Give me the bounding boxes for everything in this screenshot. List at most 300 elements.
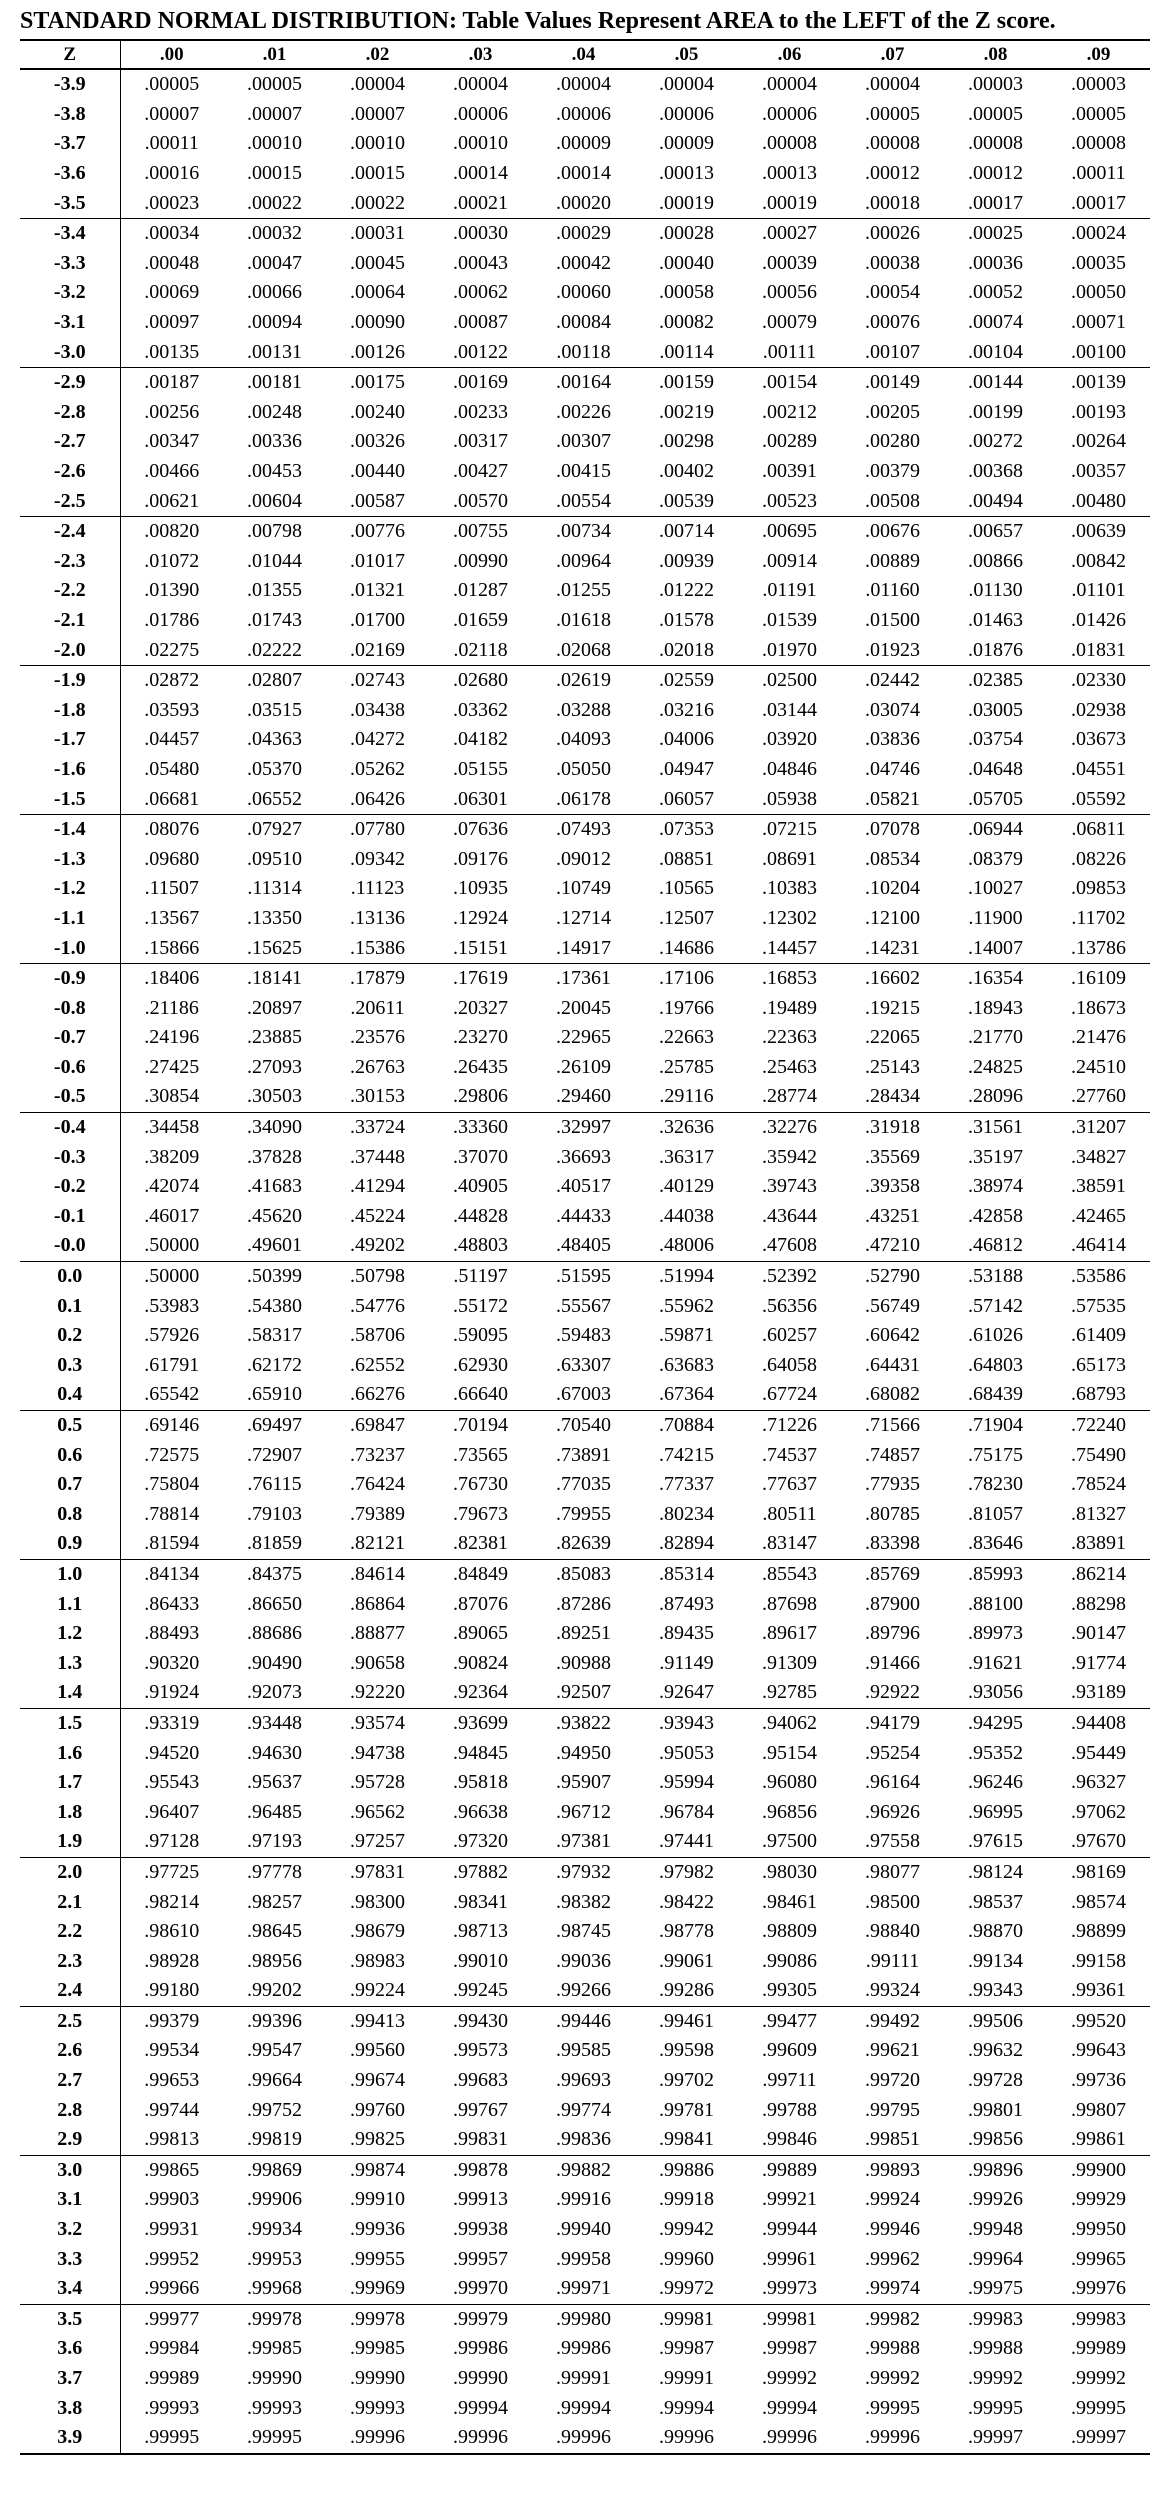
area-value-cell: .19766 <box>659 996 714 1019</box>
z-score-cell: 0.8 <box>20 1500 120 1530</box>
area-value-cell: .01876 <box>968 638 1023 661</box>
area-value-cell: .97128 <box>144 1830 200 1853</box>
area-value-cell: .06057 <box>659 787 714 810</box>
area-value-cell: .08076 <box>120 814 223 844</box>
area-value-cell: .72575 <box>144 1443 200 1466</box>
area-value-cell: .23270 <box>453 1026 508 1049</box>
area-value-cell: .52392 <box>738 1261 841 1291</box>
area-value-cell: .99878 <box>429 2155 532 2185</box>
area-value-cell: .96246 <box>968 1771 1023 1794</box>
area-value-cell: .99975 <box>968 2277 1023 2300</box>
table-row <box>20 874 1150 904</box>
area-value-cell: .78524 <box>1071 1473 1126 1496</box>
area-value-cell: .01700 <box>350 608 405 631</box>
table-row <box>20 1351 1150 1381</box>
area-value-cell: .97441 <box>659 1830 714 1853</box>
area-value-cell: .00248 <box>247 400 302 423</box>
area-value-cell: .94950 <box>556 1741 611 1764</box>
area-value-cell: .18943 <box>968 996 1023 1019</box>
area-value-cell: .99158 <box>1071 1949 1126 1972</box>
area-value-cell: .03144 <box>762 698 817 721</box>
area-value-cell: .07780 <box>326 814 429 844</box>
table-row <box>20 100 1150 130</box>
area-value-cell: .09680 <box>144 847 200 870</box>
area-value-cell: .98030 <box>738 1857 841 1887</box>
area-value-cell: .00029 <box>532 218 635 248</box>
area-value-cell: .55567 <box>556 1294 611 1317</box>
area-value-cell: .00212 <box>762 400 817 423</box>
area-value-cell: .99767 <box>453 2098 508 2121</box>
area-value-cell: .25463 <box>762 1055 817 1078</box>
area-value-cell: .02743 <box>326 665 429 695</box>
column-header: .00 <box>120 40 223 69</box>
z-score-cell: -1.6 <box>20 755 120 785</box>
area-value-cell: .99643 <box>1071 2039 1126 2062</box>
area-value-cell: .02807 <box>223 665 326 695</box>
z-score-cell: -1.8 <box>20 695 120 725</box>
area-value-cell: .92507 <box>556 1681 611 1704</box>
area-value-cell: .13136 <box>350 906 405 929</box>
area-value-cell: .96164 <box>865 1771 920 1794</box>
table-row <box>20 1529 1150 1559</box>
area-value-cell: .94845 <box>453 1741 508 1764</box>
area-value-cell: .99598 <box>659 2039 714 2062</box>
area-value-cell: .05592 <box>1071 787 1126 810</box>
area-value-cell: .25785 <box>659 1055 714 1078</box>
area-value-cell: .00031 <box>326 218 429 248</box>
area-value-cell: .98983 <box>350 1949 405 1972</box>
area-value-cell: .93943 <box>635 1708 738 1738</box>
area-value-cell: .99869 <box>223 2155 326 2185</box>
area-value-cell: .99534 <box>144 2039 200 2062</box>
area-value-cell: .21770 <box>968 1026 1023 1049</box>
area-value-cell: .65173 <box>1071 1353 1126 1376</box>
area-value-cell: .54776 <box>350 1294 405 1317</box>
z-score-cell: 3.8 <box>20 2393 120 2423</box>
area-value-cell: .99962 <box>865 2247 920 2270</box>
area-value-cell: .59483 <box>556 1324 611 1347</box>
area-value-cell: .06552 <box>247 787 302 810</box>
area-value-cell: .72240 <box>1047 1410 1150 1440</box>
area-value-cell: .94408 <box>1047 1708 1150 1738</box>
area-value-cell: .13786 <box>1071 936 1126 959</box>
area-value-cell: .29806 <box>453 1085 508 1108</box>
area-value-cell: .99993 <box>350 2396 405 2419</box>
area-value-cell: .00013 <box>659 162 714 185</box>
area-value-cell: .22663 <box>659 1026 714 1049</box>
area-value-cell: .86214 <box>1047 1559 1150 1589</box>
z-score-cell: 1.8 <box>20 1797 120 1827</box>
z-score-cell: 0.1 <box>20 1291 120 1321</box>
z-score-cell: -0.7 <box>20 1023 120 1053</box>
area-value-cell: .78814 <box>144 1502 200 1525</box>
area-value-cell: .03754 <box>968 728 1023 751</box>
area-value-cell: .95449 <box>1071 1741 1126 1764</box>
area-value-cell: .06301 <box>453 787 508 810</box>
area-value-cell: .04182 <box>453 728 508 751</box>
z-score-cell: 3.0 <box>20 2155 120 2185</box>
area-value-cell: .81327 <box>1071 1502 1126 1525</box>
area-value-cell: .05705 <box>968 787 1023 810</box>
area-value-cell: .84134 <box>120 1559 223 1589</box>
area-value-cell: .99396 <box>223 2006 326 2036</box>
z-score-cell: -0.0 <box>20 1231 120 1261</box>
area-value-cell: .77035 <box>556 1473 611 1496</box>
area-value-cell: .99940 <box>556 2218 611 2241</box>
area-value-cell: .94062 <box>738 1708 841 1738</box>
area-value-cell: .99547 <box>247 2039 302 2062</box>
area-value-cell: .92922 <box>865 1681 920 1704</box>
area-value-cell: .00007 <box>144 102 200 125</box>
table-row <box>20 755 1150 785</box>
table-row <box>20 486 1150 516</box>
area-value-cell: .91924 <box>144 1681 200 1704</box>
area-value-cell: .79103 <box>247 1502 302 1525</box>
z-score-cell: -1.4 <box>20 814 120 844</box>
z-score-cell: 0.2 <box>20 1321 120 1351</box>
area-value-cell: .00193 <box>1071 400 1126 423</box>
area-value-cell: .00047 <box>247 251 302 274</box>
area-value-cell: .10027 <box>968 877 1023 900</box>
z-score-cell: 1.7 <box>20 1768 120 1798</box>
area-value-cell: .99971 <box>556 2277 611 2300</box>
area-value-cell: .01831 <box>1071 638 1126 661</box>
z-score-cell: -2.5 <box>20 486 120 516</box>
area-value-cell: .00280 <box>865 430 920 453</box>
area-value-cell: .00169 <box>429 367 532 397</box>
area-value-cell: .99795 <box>865 2098 920 2121</box>
area-value-cell: .95053 <box>659 1741 714 1764</box>
area-value-cell: .00008 <box>968 132 1023 155</box>
area-value-cell: .99674 <box>350 2069 405 2092</box>
area-value-cell: .82381 <box>453 1532 508 1555</box>
area-value-cell: .88100 <box>968 1592 1023 1615</box>
area-value-cell: .97381 <box>556 1830 611 1853</box>
area-value-cell: .99036 <box>556 1949 611 1972</box>
area-value-cell: .99938 <box>453 2218 508 2241</box>
area-value-cell: .00298 <box>659 430 714 453</box>
area-value-cell: .53188 <box>944 1261 1047 1291</box>
area-value-cell: .89796 <box>865 1622 920 1645</box>
area-value-cell: .00003 <box>1071 73 1126 96</box>
area-value-cell: .99653 <box>144 2069 200 2092</box>
area-value-cell: .27093 <box>247 1055 302 1078</box>
area-value-cell: .99774 <box>556 2098 611 2121</box>
area-value-cell: .67003 <box>556 1383 611 1406</box>
area-value-cell: .00022 <box>247 191 302 214</box>
area-value-cell: .00040 <box>659 251 714 274</box>
area-value-cell: .00008 <box>762 132 817 155</box>
area-value-cell: .59871 <box>659 1324 714 1347</box>
area-value-cell: .60257 <box>762 1324 817 1347</box>
area-value-cell: .99980 <box>532 2304 635 2334</box>
area-value-cell: .00164 <box>532 367 635 397</box>
area-value-cell: .05262 <box>350 757 405 780</box>
z-score-cell: -3.8 <box>20 100 120 130</box>
area-value-cell: .99983 <box>1047 2304 1150 2334</box>
area-value-cell: .00058 <box>659 281 714 304</box>
area-value-cell: .99957 <box>453 2247 508 2270</box>
area-value-cell: .43644 <box>762 1204 817 1227</box>
area-value-cell: .11314 <box>247 877 302 900</box>
area-value-cell: .00012 <box>865 162 920 185</box>
area-value-cell: .07078 <box>841 814 944 844</box>
table-row <box>20 2036 1150 2066</box>
table-row <box>20 1380 1150 1410</box>
area-value-cell: .55172 <box>453 1294 508 1317</box>
area-value-cell: .00004 <box>556 73 611 96</box>
area-value-cell: .05370 <box>247 757 302 780</box>
area-value-cell: .94630 <box>247 1741 302 1764</box>
area-value-cell: .00657 <box>944 516 1047 546</box>
area-value-cell: .99984 <box>144 2337 200 2360</box>
area-value-cell: .99916 <box>556 2188 611 2211</box>
area-value-cell: .99936 <box>350 2218 405 2241</box>
table-row <box>20 993 1150 1023</box>
area-value-cell: .29116 <box>659 1085 714 1108</box>
area-value-cell: .89435 <box>659 1622 714 1645</box>
table-row <box>20 1142 1150 1172</box>
area-value-cell: .43251 <box>865 1204 920 1227</box>
area-value-cell: .75175 <box>968 1443 1023 1466</box>
area-value-cell: .31207 <box>1047 1112 1150 1142</box>
area-value-cell: .64058 <box>762 1353 817 1376</box>
table-row <box>20 2364 1150 2394</box>
area-value-cell: .00017 <box>1071 191 1126 214</box>
area-value-cell: .05821 <box>865 787 920 810</box>
area-value-cell: .93574 <box>326 1708 429 1738</box>
area-value-cell: .47210 <box>865 1234 920 1257</box>
area-value-cell: .37448 <box>350 1145 405 1168</box>
area-value-cell: .96407 <box>144 1800 200 1823</box>
area-value-cell: .00006 <box>762 102 817 125</box>
area-value-cell: .99996 <box>326 2423 429 2454</box>
z-score-cell: 2.0 <box>20 1857 120 1887</box>
area-value-cell: .99134 <box>968 1949 1023 1972</box>
area-value-cell: .99573 <box>453 2039 508 2062</box>
area-value-cell: .44828 <box>453 1204 508 1227</box>
area-value-cell: .93822 <box>532 1708 635 1738</box>
area-value-cell: .00006 <box>556 102 611 125</box>
area-value-cell: .00062 <box>453 281 508 304</box>
area-value-cell: .00052 <box>968 281 1023 304</box>
area-value-cell: .98809 <box>762 1920 817 1943</box>
area-value-cell: .83147 <box>762 1532 817 1555</box>
area-value-cell: .96485 <box>247 1800 302 1823</box>
area-value-cell: .37070 <box>453 1145 508 1168</box>
column-header: .03 <box>429 40 532 69</box>
column-header-z: Z <box>20 40 120 69</box>
area-value-cell: .42858 <box>968 1204 1023 1227</box>
z-score-cell: -3.5 <box>20 188 120 218</box>
area-value-cell: .67724 <box>762 1383 817 1406</box>
z-score-cell: -2.8 <box>20 398 120 428</box>
table-row <box>20 129 1150 159</box>
area-value-cell: .99978 <box>223 2304 326 2334</box>
area-value-cell: .66276 <box>350 1383 405 1406</box>
area-value-cell: .04846 <box>762 757 817 780</box>
area-value-cell: .00036 <box>968 251 1023 274</box>
area-value-cell: .95728 <box>350 1771 405 1794</box>
area-value-cell: .19489 <box>762 996 817 1019</box>
area-value-cell: .00272 <box>968 430 1023 453</box>
area-value-cell: .48405 <box>556 1234 611 1257</box>
area-value-cell: .97778 <box>223 1857 326 1887</box>
area-value-cell: .04093 <box>556 728 611 751</box>
area-value-cell: .74215 <box>659 1443 714 1466</box>
z-score-cell: 1.1 <box>20 1589 120 1619</box>
table-row <box>20 516 1150 546</box>
area-value-cell: .30854 <box>144 1085 200 1108</box>
area-value-cell: .99995 <box>223 2423 326 2454</box>
column-header: .09 <box>1047 40 1150 69</box>
table-row <box>20 1678 1150 1708</box>
area-value-cell: .98610 <box>144 1920 200 1943</box>
area-value-cell: .99903 <box>144 2188 200 2211</box>
area-value-cell: .99913 <box>453 2188 508 2211</box>
z-score-cell: -1.9 <box>20 665 120 695</box>
area-value-cell: .00368 <box>968 460 1023 483</box>
area-value-cell: .00104 <box>968 340 1023 363</box>
area-value-cell: .00415 <box>556 460 611 483</box>
area-value-cell: .33360 <box>429 1112 532 1142</box>
area-value-cell: .06426 <box>350 787 405 810</box>
area-value-cell: .23576 <box>350 1026 405 1049</box>
area-value-cell: .99831 <box>453 2128 508 2151</box>
area-value-cell: .98778 <box>659 1920 714 1943</box>
table-row <box>20 1291 1150 1321</box>
area-value-cell: .02872 <box>120 665 223 695</box>
area-value-cell: .02500 <box>738 665 841 695</box>
area-value-cell: .86650 <box>247 1592 302 1615</box>
z-score-cell: 2.2 <box>20 1917 120 1947</box>
area-value-cell: .85083 <box>532 1559 635 1589</box>
area-value-cell: .31918 <box>841 1112 944 1142</box>
z-score-cell: -1.0 <box>20 933 120 963</box>
table-row <box>20 1023 1150 1053</box>
area-value-cell: .26109 <box>556 1055 611 1078</box>
area-value-cell: .99992 <box>762 2367 817 2390</box>
area-value-cell: .98840 <box>865 1920 920 1943</box>
area-value-cell: .00019 <box>659 191 714 214</box>
area-value-cell: .00621 <box>144 489 200 512</box>
area-value-cell: .01321 <box>350 579 405 602</box>
area-value-cell: .00604 <box>247 489 302 512</box>
z-score-cell: -0.8 <box>20 993 120 1023</box>
area-value-cell: .83646 <box>968 1532 1023 1555</box>
area-value-cell: .97500 <box>762 1830 817 1853</box>
z-score-cell: 3.4 <box>20 2274 120 2304</box>
area-value-cell: .10565 <box>659 877 714 900</box>
area-value-cell: .99994 <box>659 2396 714 2419</box>
area-value-cell: .46414 <box>1071 1234 1126 1257</box>
area-value-cell: .15386 <box>350 936 405 959</box>
area-value-cell: .00032 <box>223 218 326 248</box>
area-value-cell: .00357 <box>1071 460 1126 483</box>
area-value-cell: .99711 <box>762 2069 817 2092</box>
area-value-cell: .99430 <box>429 2006 532 2036</box>
area-value-cell: .01618 <box>556 608 611 631</box>
area-value-cell: .00256 <box>144 400 200 423</box>
area-value-cell: .99736 <box>1071 2069 1126 2092</box>
area-value-cell: .36317 <box>659 1145 714 1168</box>
z-score-cell: -0.5 <box>20 1082 120 1112</box>
area-value-cell: .22065 <box>865 1026 920 1049</box>
area-value-cell: .99974 <box>865 2277 920 2300</box>
area-value-cell: .00039 <box>762 251 817 274</box>
area-value-cell: .41683 <box>247 1175 302 1198</box>
area-value-cell: .18406 <box>120 963 223 993</box>
table-row <box>20 249 1150 279</box>
z-score-cell: 2.9 <box>20 2125 120 2155</box>
area-value-cell: .20327 <box>453 996 508 1019</box>
area-value-cell: .99966 <box>144 2277 200 2300</box>
area-value-cell: .71226 <box>738 1410 841 1440</box>
area-value-cell: .99976 <box>1071 2277 1126 2300</box>
area-value-cell: .98537 <box>968 1890 1023 1913</box>
area-value-cell: .26763 <box>350 1055 405 1078</box>
column-header: .04 <box>532 40 635 69</box>
area-value-cell: .80511 <box>762 1502 817 1525</box>
area-value-cell: .70194 <box>429 1410 532 1440</box>
page-title: STANDARD NORMAL DISTRIBUTION: Table Values Represent AREA to the LEFT of the Z score. <box>20 8 1056 34</box>
table-row <box>20 1976 1150 2006</box>
z-score-cell: -2.1 <box>20 606 120 636</box>
area-value-cell: .99953 <box>247 2247 302 2270</box>
area-value-cell: .99970 <box>453 2277 508 2300</box>
area-value-cell: .49202 <box>350 1234 405 1257</box>
area-value-cell: .00187 <box>120 367 223 397</box>
area-value-cell: .77337 <box>659 1473 714 1496</box>
area-value-cell: .00014 <box>453 162 508 185</box>
z-score-cell: -2.6 <box>20 457 120 487</box>
area-value-cell: .34458 <box>120 1112 223 1142</box>
area-value-cell: .81859 <box>247 1532 302 1555</box>
area-value-cell: .00233 <box>453 400 508 423</box>
area-value-cell: .28434 <box>865 1085 920 1108</box>
area-value-cell: .99492 <box>841 2006 944 2036</box>
area-value-cell: .10749 <box>556 877 611 900</box>
area-value-cell: .93448 <box>223 1708 326 1738</box>
area-value-cell: .00017 <box>968 191 1023 214</box>
area-value-cell: .80785 <box>865 1502 920 1525</box>
area-value-cell: .11507 <box>144 877 199 900</box>
area-value-cell: .00159 <box>635 367 738 397</box>
area-value-cell: .92073 <box>247 1681 302 1704</box>
area-value-cell: .94520 <box>144 1741 200 1764</box>
area-value-cell: .99324 <box>865 1979 920 2002</box>
area-value-cell: .00010 <box>350 132 405 155</box>
area-value-cell: .99996 <box>532 2423 635 2454</box>
area-value-cell: .88298 <box>1071 1592 1126 1615</box>
area-value-cell: .97615 <box>968 1830 1023 1853</box>
area-value-cell: .02018 <box>659 638 714 661</box>
area-value-cell: .00004 <box>865 73 920 96</box>
table-row <box>20 457 1150 487</box>
area-value-cell: .00050 <box>1071 281 1126 304</box>
area-value-cell: .11123 <box>350 877 405 900</box>
area-value-cell: .80234 <box>659 1502 714 1525</box>
area-value-cell: .79955 <box>556 1502 611 1525</box>
area-value-cell: .99950 <box>1071 2218 1126 2241</box>
area-value-cell: .02330 <box>1047 665 1150 695</box>
z-score-cell: -3.7 <box>20 129 120 159</box>
area-value-cell: .99996 <box>841 2423 944 2454</box>
area-value-cell: .99664 <box>247 2069 302 2092</box>
area-value-cell: .91621 <box>968 1651 1023 1674</box>
area-value-cell: .99836 <box>556 2128 611 2151</box>
table-row <box>20 2304 1150 2334</box>
